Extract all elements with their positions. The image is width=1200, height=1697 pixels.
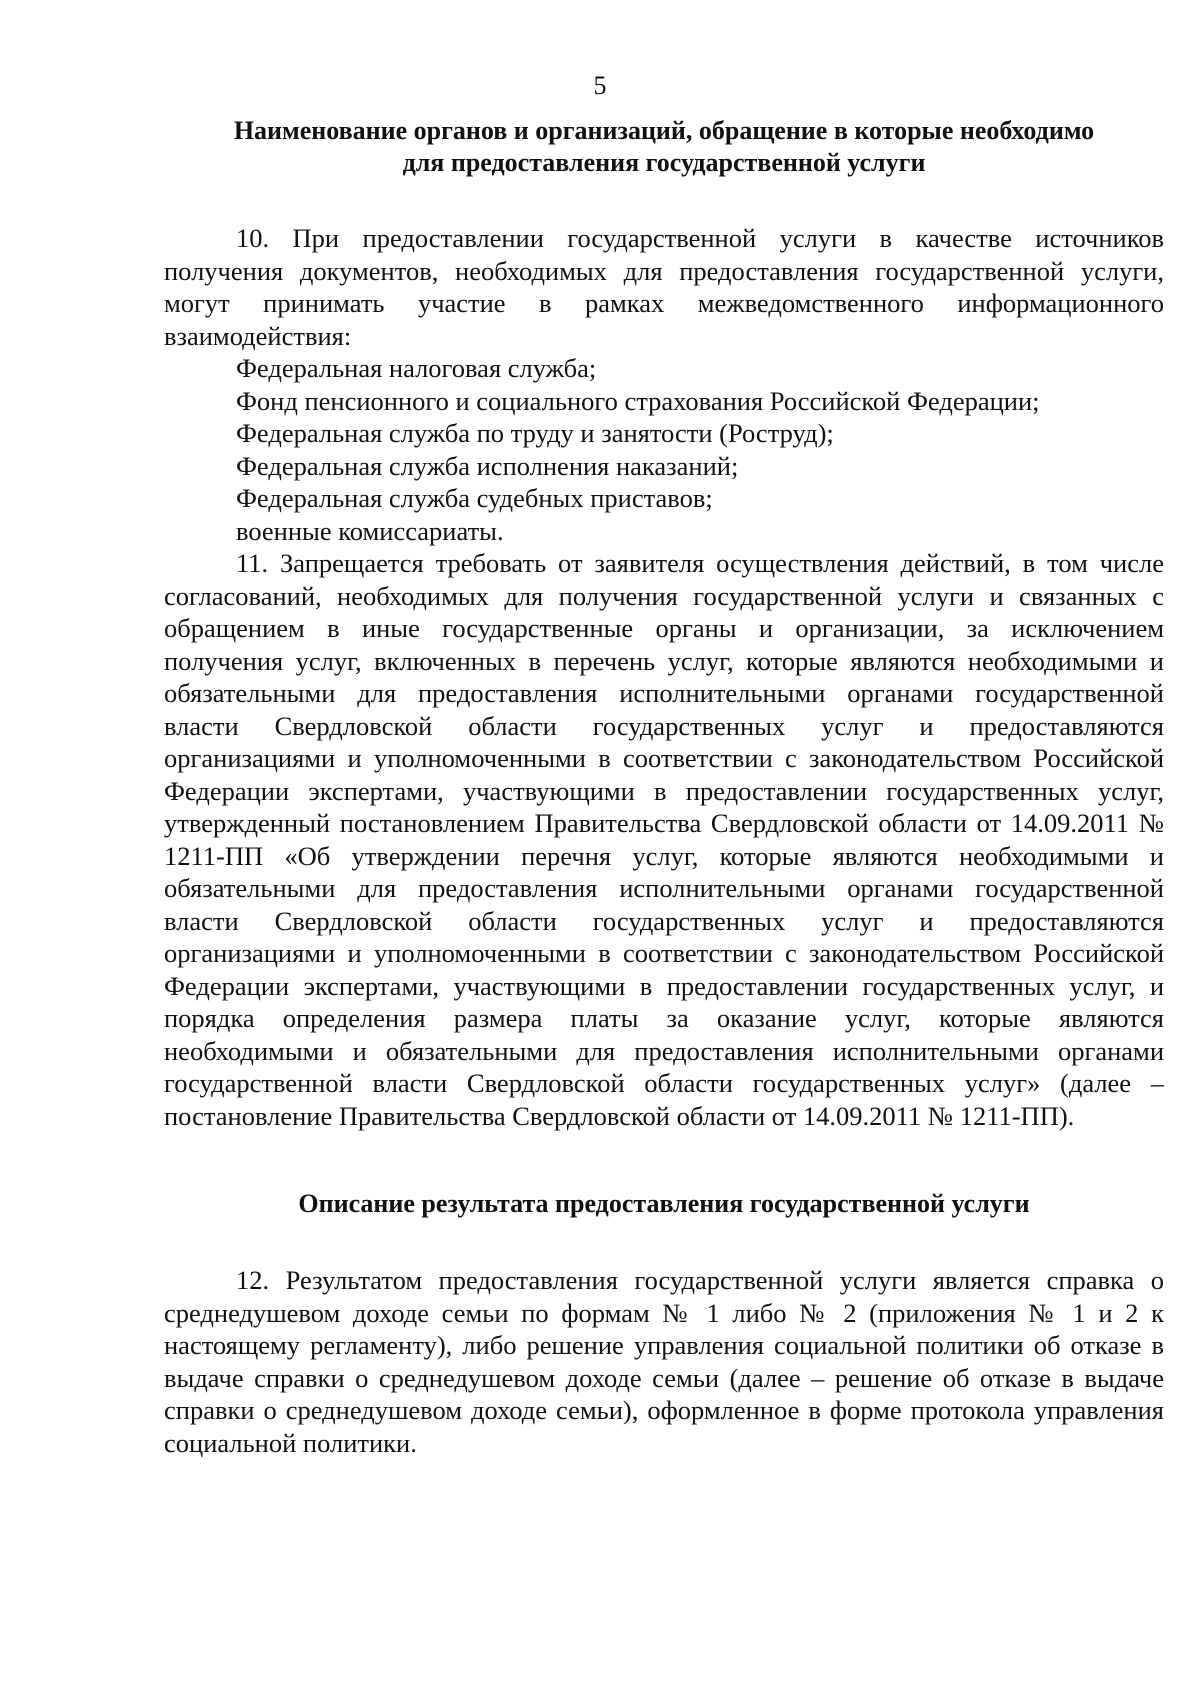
list-item-bailiffs-service: Федеральная служба судебных приставов;	[236, 483, 713, 513]
list-item-tax-service: Федеральная налоговая служба;	[236, 353, 597, 383]
section-heading-result: Описание результата предоставления государственной услуги	[298, 1189, 1030, 1218]
page-number: 5	[593, 71, 607, 100]
document-body	[164, 115, 1164, 1459]
paragraph-12: 12. Результатом предоставления государственной услуги является справка о среднедушевом доходе семьи по формам № 1 либо № 2 (приложения № 1 и 2 к настоящему регламенту), либо решение управления социальной политики об отказе в выдаче справки о среднедушевом доходе семьи (далее – решение об отказе в выдаче справки о среднедушевом доходе семьи), оформленное в форме протокола управления социальной политики.	[164, 1265, 1164, 1458]
list-item-military-commissariats: военные комиссариаты.	[236, 515, 504, 546]
section-heading-line-1: Наименование органов и организаций, обращение в которые необходимо	[233, 116, 1095, 145]
paragraph-11: 11. Запрещается требовать от заявителя осуществления действий, в том числе согласований, необходимых для получения государственной услуги и связанных с обращением в иные государственные органы и организации, за исключением получения услуг, включенных в перечень услуг, которые являются необходимыми и обязательными для предоставления исполнительными органами государственной власти Свердловской области государственных услуг и предоставляются организациями и уполномоченными в соответствии с законодательством Российской Федерации экспертами, участвующими в предоставлении государственных услуг, утвержденный постановлением Правительства Свердловской области от 14.09.2011 № 1211-ПП «Об утверждении перечня услуг, которые являются необходимыми и обязательными для предоставления исполнительными органами государственной власти Свердловской области государственных услуг и предоставляются организациями и уполномоченными в соответствии с законодательством Российской Федерации экспертами, участвующими в предоставлении государственных услуг, и порядка определения размера платы за оказание услуг, которые являются необходимыми и обязательными для предоставления исполнительными органами государственной власти Свердловской области государственных услуг» (далее – постановление Правительства Свердловской области от 14.09.2011 № 1211-ПП).	[164, 548, 1164, 1131]
list-item-labour-service: Федеральная служба по труду и занятости (Роструд);	[236, 418, 834, 448]
section-heading-line-2: для предоставления государственной услуги	[402, 148, 926, 177]
list-item-pension-fund: Фонд пенсионного и социального страхования Российской Федерации;	[236, 385, 1040, 416]
section-spacer	[164, 1132, 1164, 1170]
section-heading-organizations	[164, 115, 1164, 179]
paragraph-10-intro: 10. При предоставлении государственной услуги в качестве источников получения документов, необходимых для предоставления государственной услуги, могут принимать участие в рамках межведомственного информационного взаимодействия:	[164, 223, 1164, 351]
list-item-penitentiary-service: Федеральная служба исполнения наказаний;	[236, 450, 739, 481]
